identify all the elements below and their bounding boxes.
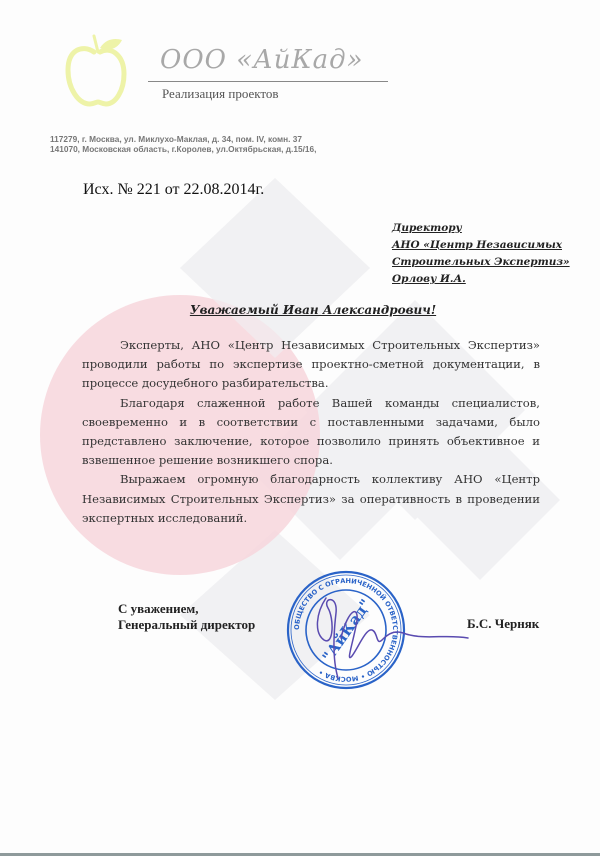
body-paragraph: Благодаря слаженной работе Вашей команды специалистов, своевременно и в соответствии с поставленными задачами, было представлено заключение, которое позволило принять объективное и взвешенное решение возникшего спора. [82, 395, 540, 468]
header-divider [148, 81, 388, 82]
body-paragraph: Выражаем огромную благодарность коллективу АНО «Центр Независимых Строительных Экспертиз» за оперативность в проведении экспертных исследований. [82, 472, 540, 525]
closing-block [118, 601, 255, 633]
signer-name: Б.С. Черняк [467, 616, 540, 631]
closing-title: Генеральный директор [118, 617, 256, 632]
apple-logo-icon [64, 30, 130, 110]
address-line: 117279, г. Москва, ул. Миклухо-Маклая, д. 34, пом. IV, комн. 37 [50, 134, 303, 144]
body-paragraph: Эксперты, АНО «Центр Независимых Строительных Экспертиз» проводили работы по экспертизе проектно-сметной документации, в процессе досудебного разбирательства. [82, 338, 540, 391]
addressee-line: АНО «Центр Независимых [392, 239, 563, 251]
addressee-line: Строительных Экспертиз» [392, 256, 570, 268]
company-address [50, 134, 316, 154]
stamp-center-text: "АйКад" [318, 595, 375, 666]
closing-regards: С уважением, [118, 601, 199, 616]
address-line: 141070, Московская область, г.Королев, ул.Октябрьская, д.15/16, [50, 144, 317, 154]
outgoing-reference: Исх. № 221 от 22.08.2014г. [83, 181, 265, 198]
company-name: ООО «АйКад» [160, 45, 364, 75]
company-stamp [286, 568, 471, 693]
addressee-line: Орлову И.А. [392, 273, 466, 285]
company-tagline: Реализация проектов [162, 86, 279, 101]
letter-body [82, 336, 540, 528]
addressee-block [392, 220, 570, 288]
stamp-ring-text: ОБЩЕСТВО С ОГРАНИЧЕННОЙ ОТВЕТСТВЕННОСТЬЮ • МОСКВА • [292, 576, 400, 684]
addressee-line: Директору [392, 222, 462, 234]
salutation: Уважаемый Иван Александрович! [189, 303, 437, 317]
